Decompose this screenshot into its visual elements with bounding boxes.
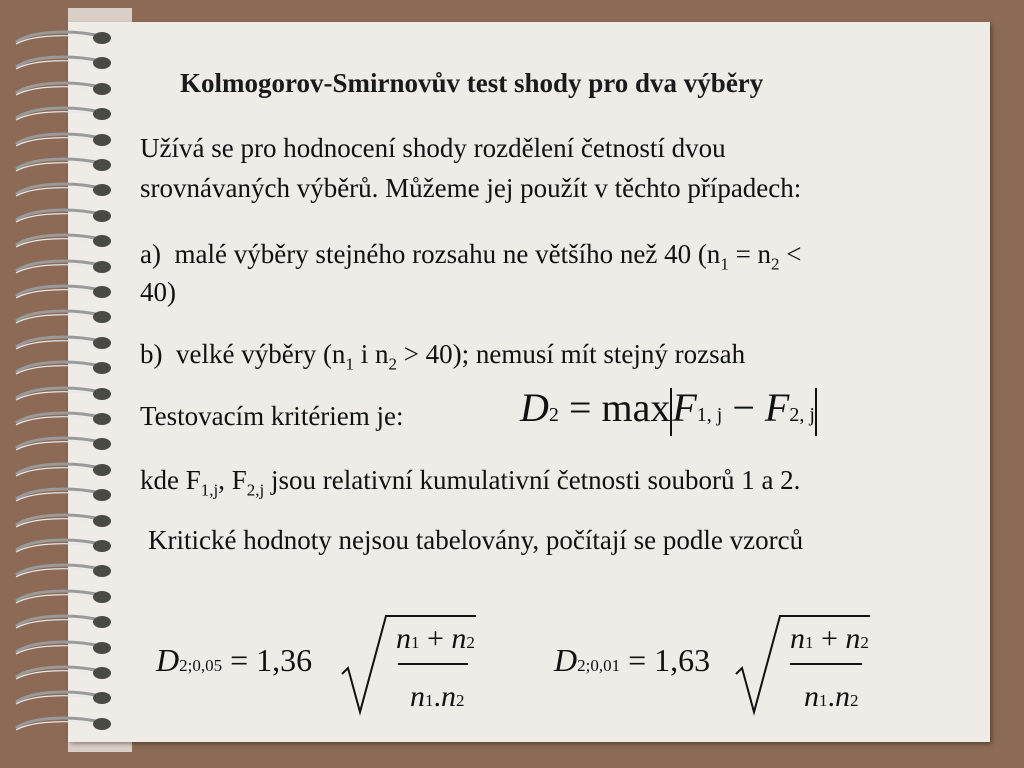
case-a-sub1: 1 [720,254,729,274]
where-sub-1: 1,j [200,480,219,500]
case-a-mid: = n [728,239,772,269]
spiral-ring [14,688,114,708]
spiral-ring [14,155,114,175]
spiral-ring [14,307,114,327]
intro-line-2: srovnávaných výběrů. Můžeme jej použít v těchto případech: [140,173,802,203]
formula-001-eq: = [628,642,647,678]
formula-005-eq: = [230,642,249,678]
case-b-sub2: 2 [388,354,397,374]
where-text-3: jsou relativní kumulativní četnosti souborů 1 a 2. [264,465,801,495]
formula-001-numerator: n1 + n2 [790,622,869,655]
formula-005-lhs: D [156,642,180,678]
spiral-ring [14,409,114,429]
spiral-ring [14,231,114,251]
spiral-ring [14,587,114,607]
case-b-prefix: b) [140,339,163,369]
spiral-ring [14,460,114,480]
spiral-ring [14,561,114,581]
spiral-ring [14,130,114,150]
formula-critical-005 [156,612,486,722]
spiral-ring [14,714,114,734]
intro-line-1: Užívá se pro hodnocení shody rozdělení četností dvou [140,133,726,163]
spiral-ring [14,384,114,404]
abs-bar-right [815,388,817,436]
where-text-1: kde F [140,465,201,495]
spiral-ring [14,206,114,226]
case-b-mid: i n [353,339,389,369]
formula-main-f2-sub: 2, j [789,404,815,426]
spiral-ring [14,180,114,200]
formula-critical-001 [554,612,884,722]
formula-005-numerator: n1 + n2 [396,622,475,655]
formula-001-denominator: n1.n2 [804,680,859,713]
case-a-text: malé výběry stejného rozsahu ne většího než 40 (n [174,239,721,269]
spiral-binding [14,28,114,748]
case-a-sub2: 2 [771,254,780,274]
case-b-line [140,336,745,382]
spiral-ring [14,53,114,73]
spiral-ring [14,511,114,531]
spiral-ring [14,638,114,658]
case-b-sub1: 1 [345,354,354,374]
formula-005-coef: 1,36 [256,642,313,678]
spiral-ring [14,358,114,378]
case-b-text: velké výběry (n [176,339,346,369]
where-sub-2: 2,j [246,480,265,500]
formula-main-lhs: D [520,385,549,430]
spiral-ring [14,79,114,99]
formula-main [520,378,817,445]
formula-005-lhs-sub: 2;0,05 [179,656,223,675]
case-a-line-2: 40) [140,277,176,307]
formula-main-op: max [601,385,671,430]
formula-001-coef: 1,63 [654,642,711,678]
case-a-line-1 [140,236,802,282]
spiral-ring [14,536,114,556]
formula-main-lhs-sub: 2 [548,404,559,426]
spiral-ring [14,485,114,505]
where-text-2: , F [218,465,247,495]
case-a-end: < [779,239,802,269]
formula-001-lhs-sub: 2;0,01 [577,656,621,675]
formula-main-f2: F [764,385,790,430]
spiral-ring [14,663,114,683]
spiral-ring [14,333,114,353]
formula-main-f1-sub: 1, j [696,404,723,426]
formula-main-f1: F [672,385,697,430]
where-line [140,462,800,508]
formula-001-lhs: D [554,642,578,678]
spiral-ring [14,257,114,277]
spiral-ring [14,104,114,124]
case-b-end: > 40); nemusí mít stejný rozsah [396,339,746,369]
slide-title: Kolmogorov-Smirnovův test shody pro dva výběry [180,68,764,98]
critical-values-line: Kritické hodnoty nejsou tabelovány, počítají se podle vzorců [148,525,804,555]
formula-005-denominator: n1.n2 [410,680,465,713]
spiral-ring [14,612,114,632]
formula-main-minus: − [732,385,755,430]
formula-main-eq: = [568,385,592,430]
spiral-ring [14,434,114,454]
case-a-prefix: a) [140,239,161,269]
spiral-ring [14,282,114,302]
criterion-label: Testovacím kritériem je: [140,401,404,431]
spiral-ring [14,28,114,48]
